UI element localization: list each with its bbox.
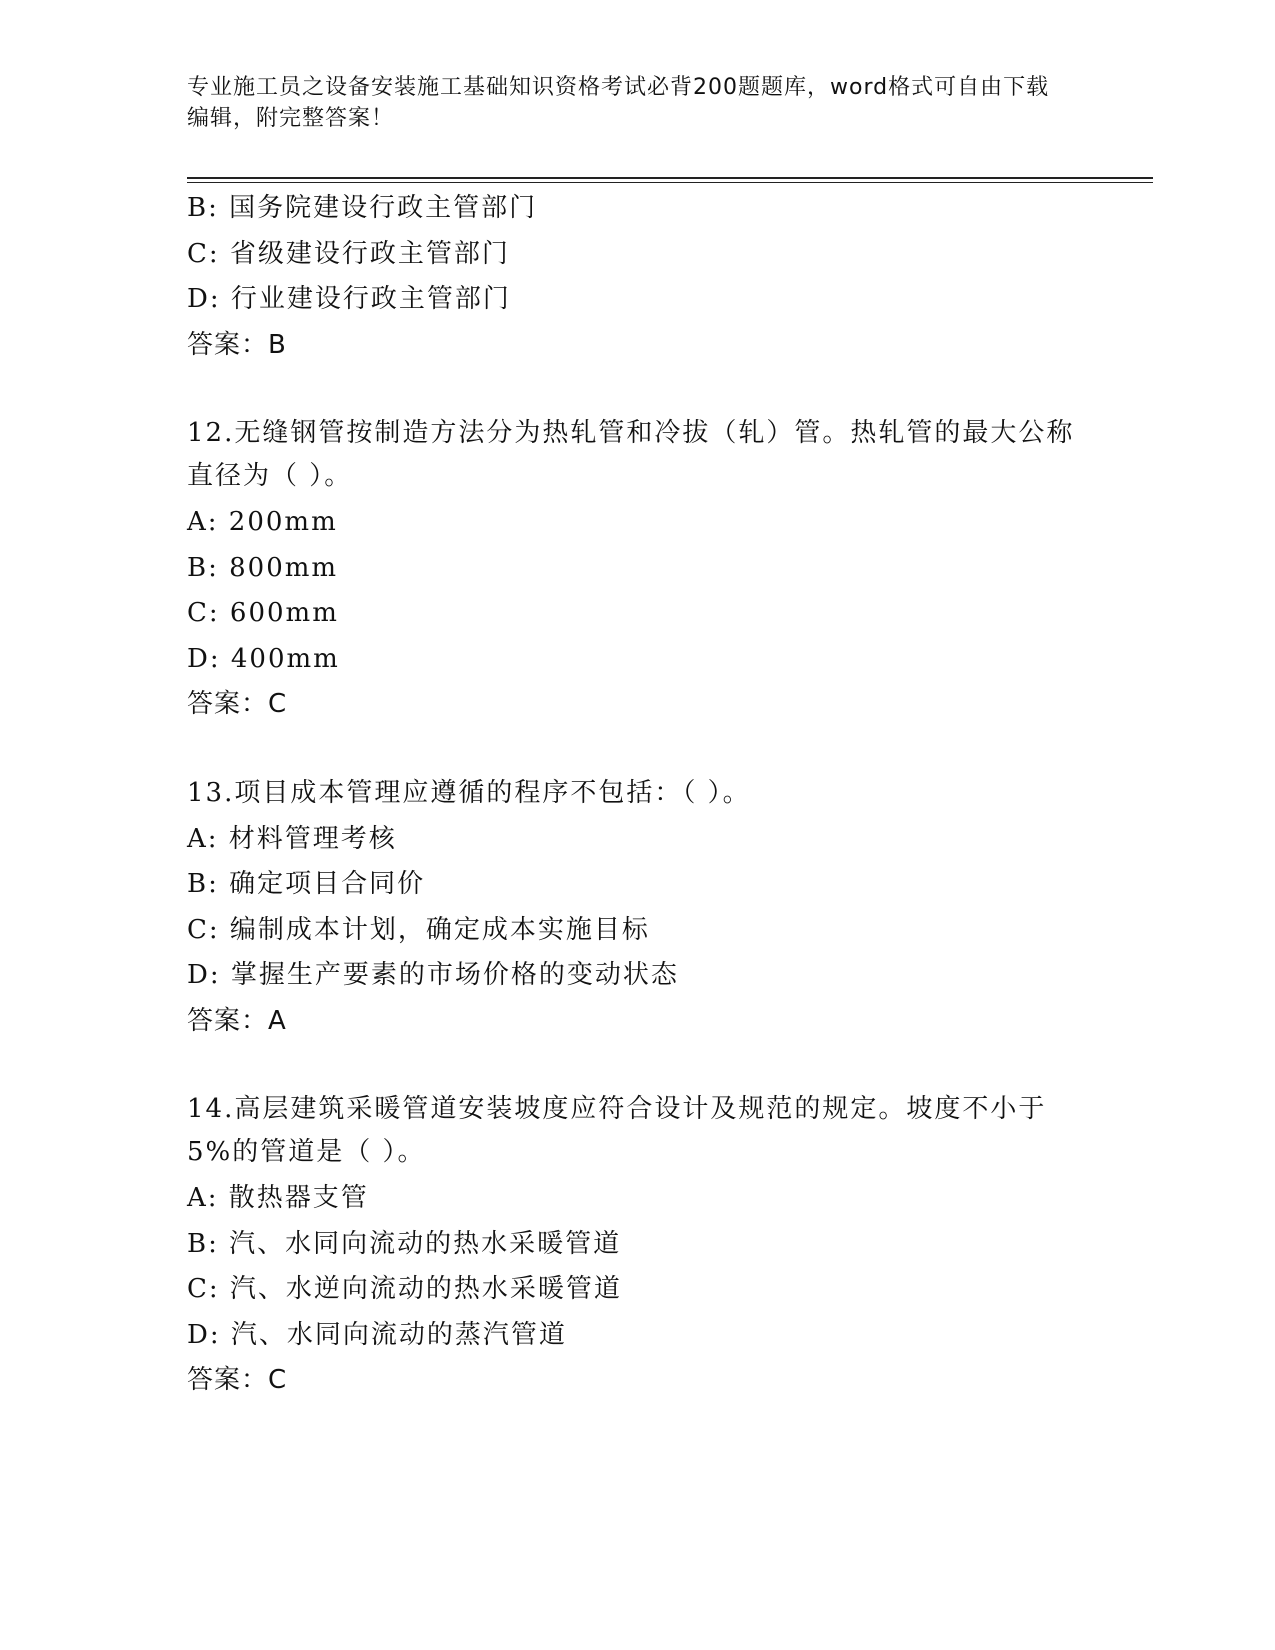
answer-line: 答案：C [187, 689, 288, 719]
header-divider-thin [187, 182, 1153, 183]
option-d: D: 400mm [187, 643, 340, 674]
answer-line: 答案：B [187, 329, 287, 360]
option-c: C: 省级建设行政主管部门 [187, 238, 510, 269]
header-divider [187, 177, 1153, 179]
question-block-14 [187, 1088, 1087, 1404]
option-a: A: 散热器支管 [187, 1183, 369, 1213]
option-a: A: 材料管理考核 [187, 823, 397, 854]
option-b: B: 800mm [187, 552, 339, 583]
option-a: A: 200mm [187, 507, 338, 537]
option-d: D: 掌握生产要素的市场价格的变动状态 [187, 960, 679, 990]
answer-line: 答案：C [187, 1365, 288, 1395]
question-list [187, 186, 1087, 1404]
option-c: C: 600mm [187, 598, 339, 628]
option-b: B: 汽、水同向流动的热水采暖管道 [187, 1228, 622, 1259]
question-block-12 [187, 412, 1087, 728]
option-d: D: 行业建设行政主管部门 [187, 284, 511, 314]
question-text: 13.项目成本管理应遵循的程序不包括：（ ）。 [187, 777, 751, 808]
option-b: B: 确定项目合同价 [187, 869, 426, 899]
document-header: 专业施工员之设备安装施工基础知识资格考试必背200题题库，word格式可自由下载编辑，附完整答案！ [187, 75, 1050, 131]
option-c: C: 编制成本计划，确定成本实施目标 [187, 914, 650, 945]
option-b: B: 国务院建设行政主管部门 [187, 193, 538, 223]
question-block-11 [187, 186, 1087, 368]
answer-line: 答案：A [187, 1005, 287, 1036]
option-c: C: 汽、水逆向流动的热水采暖管道 [187, 1274, 622, 1304]
question-text: 12.无缝钢管按制造方法分为热轧管和冷拔（轧）管。热轧管的最大公称直径为（ ）。 [187, 418, 1075, 491]
question-text: 14.高层建筑采暖管道安装坡度应符合设计及规范的规定。坡度不小于5%的管道是（ ）。 [187, 1094, 1047, 1167]
option-d: D: 汽、水同向流动的蒸汽管道 [187, 1319, 567, 1350]
question-block-13 [187, 772, 1087, 1045]
